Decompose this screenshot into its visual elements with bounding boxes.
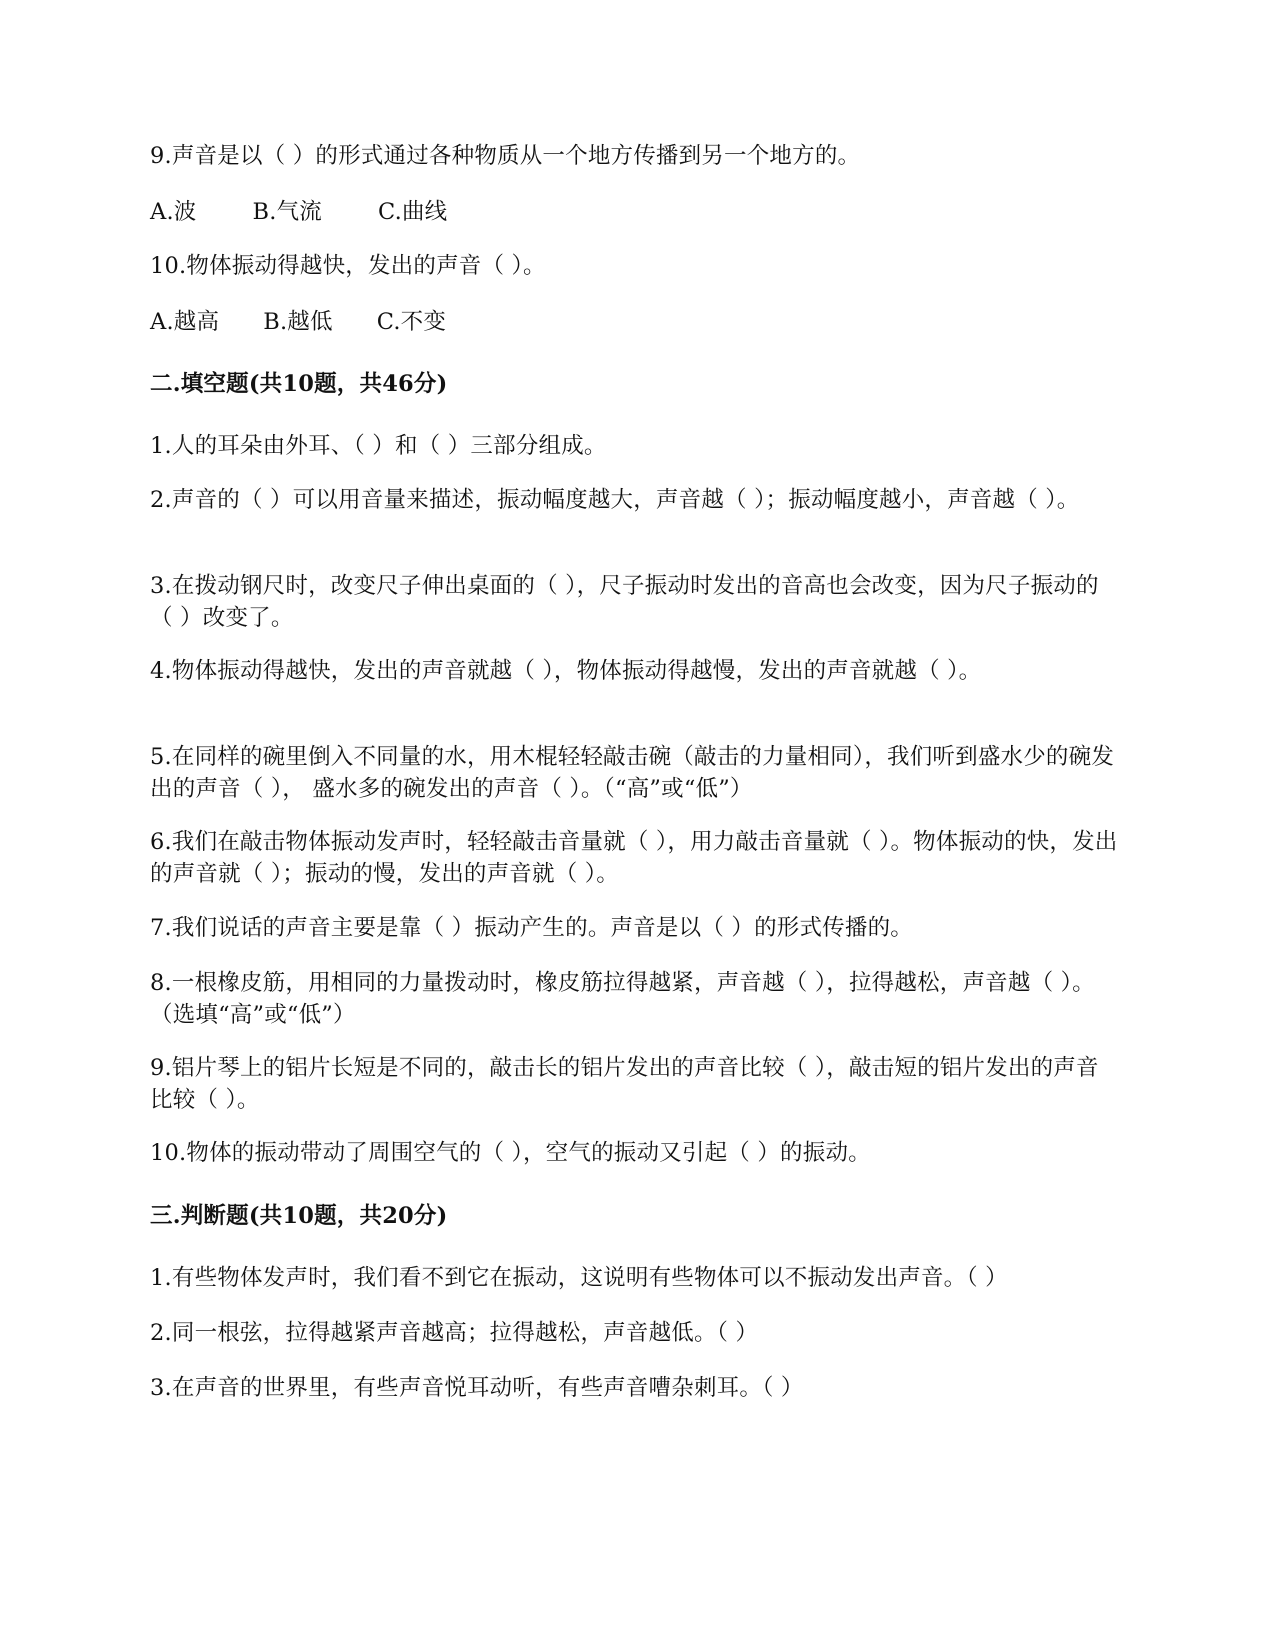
choice-question-10: 10.物体振动得越快，发出的声音（ ）。 <box>150 253 546 279</box>
fill-question-8: 8.一根橡皮筋，用相同的力量拨动时，橡皮筋拉得越紧，声音越（ ），拉得越松，声音越（ ）。（选填“高”或“低”） <box>150 970 1095 1028</box>
option-c: C.曲线 <box>378 199 448 225</box>
option-a: A.波 <box>150 199 197 225</box>
choice-options-9 <box>150 196 503 228</box>
section-heading-fill: 二.填空题(共10题，共46分) <box>150 371 448 397</box>
section-heading-judge: 三.判断题(共10题，共20分) <box>150 1203 448 1229</box>
option-c: C.不变 <box>376 309 447 335</box>
option-b: B.气流 <box>252 199 323 225</box>
choice-question-9: 9.声音是以（ ）的形式通过各种物质从一个地方传播到另一个地方的。 <box>150 143 861 169</box>
fill-question-3: 3.在拨动钢尺时，改变尺子伸出桌面的（ ），尺子振动时发出的音高也会改变，因为尺子振动的（ ）改变了。 <box>150 573 1099 631</box>
choice-options-10 <box>150 306 502 338</box>
judge-question-2: 2.同一根弦，拉得越紧声音越高；拉得越松，声音越低。（ ） <box>150 1320 759 1346</box>
fill-question-1: 1.人的耳朵由外耳、（ ）和（ ）三部分组成。 <box>150 433 607 459</box>
option-a: A.越高 <box>150 309 220 335</box>
fill-question-9: 9.铝片琴上的铝片长短是不同的，敲击长的铝片发出的声音比较（ ），敲击短的铝片发出的声音比较（ ）。 <box>150 1055 1099 1113</box>
fill-question-4: 4.物体振动得越快，发出的声音就越（ ），物体振动得越慢，发出的声音就越（ ）。 <box>150 658 982 684</box>
fill-question-6: 6.我们在敲击物体振动发声时，轻轻敲击音量就（ ），用力敲击音量就（ ）。物体振动的快，发出的声音就（ ）；振动的慢，发出的声音就（ ）。 <box>150 829 1118 887</box>
judge-question-3: 3.在声音的世界里，有些声音悦耳动听，有些声音嘈杂刺耳。（ ） <box>150 1375 804 1401</box>
judge-question-1: 1.有些物体发声时，我们看不到它在振动，这说明有些物体可以不振动发出声音。（ ） <box>150 1265 1008 1291</box>
fill-question-2: 2.声音的（ ）可以用音量来描述，振动幅度越大，声音越（ ）；振动幅度越小，声音越（ ）。 <box>150 487 1080 513</box>
fill-question-7: 7.我们说话的声音主要是靠（ ）振动产生的。声音是以（ ）的形式传播的。 <box>150 915 913 941</box>
option-b: B.越低 <box>263 309 333 335</box>
fill-question-5: 5.在同样的碗里倒入不同量的水，用木棍轻轻敲击碗（敲击的力量相同），我们听到盛水少的碗发出的声音（ ）， 盛水多的碗发出的声音（ ）。（“高”或“低”） <box>150 744 1115 802</box>
fill-question-10: 10.物体的振动带动了周围空气的（ ），空气的振动又引起（ ）的振动。 <box>150 1140 871 1166</box>
